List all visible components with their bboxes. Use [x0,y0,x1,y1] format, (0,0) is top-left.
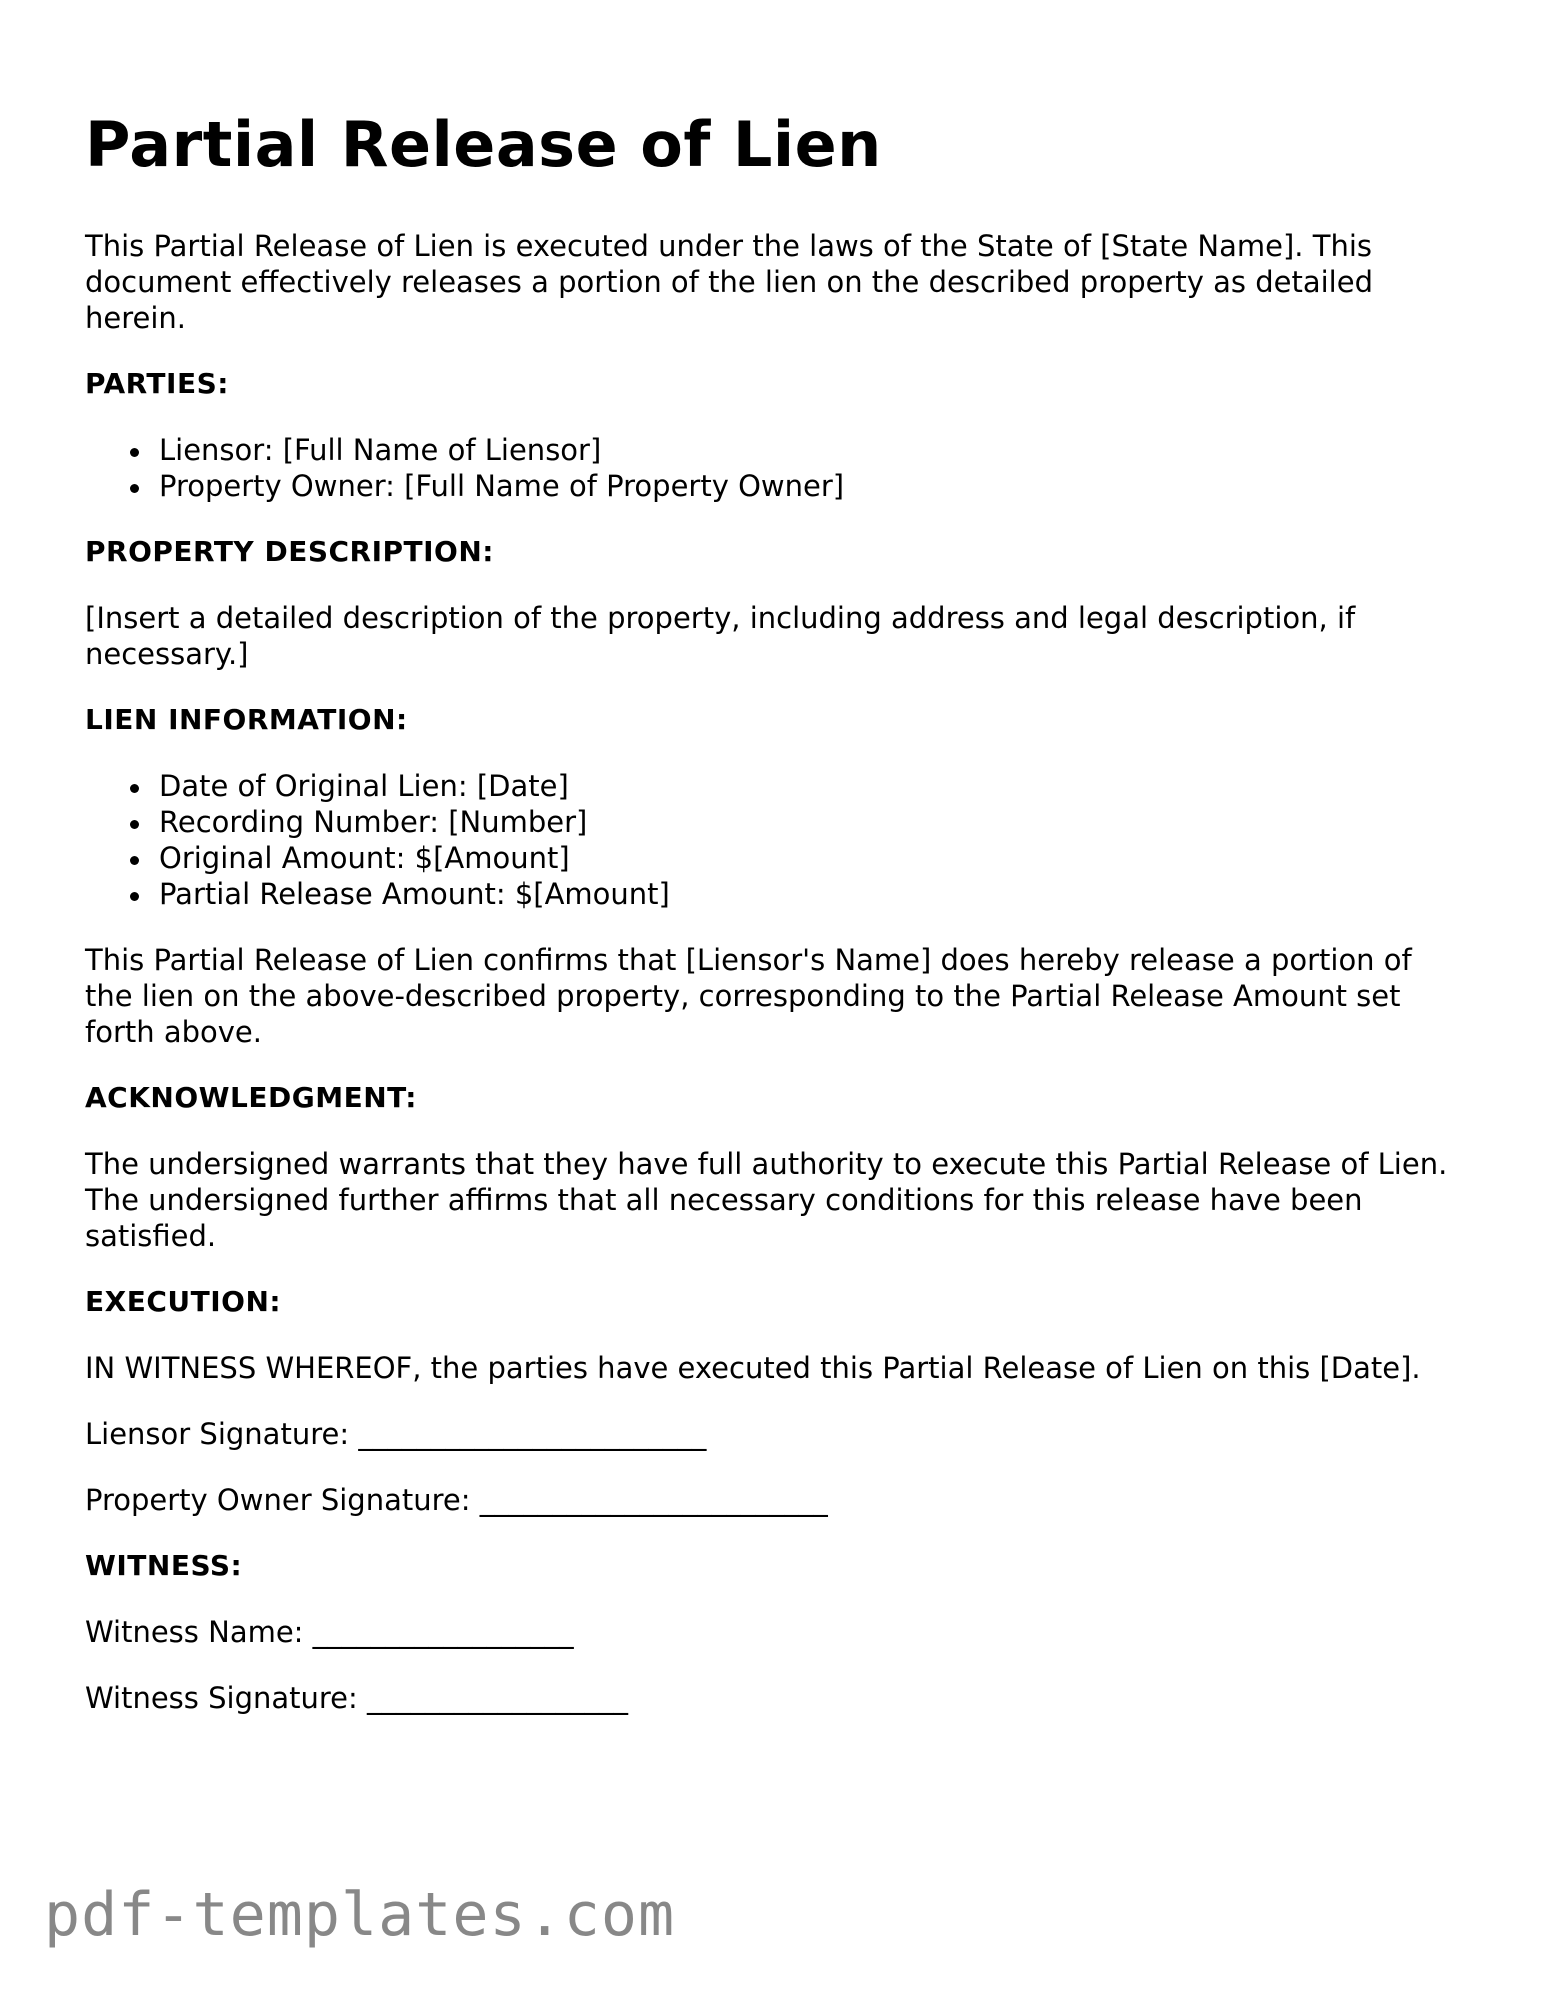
acknowledgment-text: The undersigned warrants that they have full authority to execute this Partial Release of Lien. The undersigned further affirms that all necessary conditions for this release have been satisfied. [85,1147,1448,1253]
execution-heading: EXECUTION: [85,1285,282,1318]
property-description-text: [Insert a detailed description of the property, including address and legal description, if necessary.] [85,601,1356,671]
list-item: Original Amount: $[Amount] [159,840,1457,876]
acknowledgment-heading: ACKNOWLEDGMENT: [85,1081,417,1114]
owner-signature-line: Property Owner Signature: ________________________ [85,1483,828,1517]
list-item: Date of Original Lien: [Date] [159,768,1457,804]
property-description-heading: PROPERTY DESCRIPTION: [85,535,494,568]
witness-heading: WITNESS: [85,1549,243,1582]
document-page [85,108,1457,1716]
list-item: Partial Release Amount: $[Amount] [159,876,1457,912]
intro-paragraph: This Partial Release of Lien is executed under the laws of the State of [State Name]. This document effectively releases a portion of the lien on the described property as detailed herein. [85,229,1373,335]
lien-information-heading: LIEN INFORMATION: [85,703,408,736]
parties-list [85,432,1457,504]
liensor-signature-line: Liensor Signature: ________________________ [85,1417,707,1451]
parties-heading: PARTIES: [85,367,229,400]
watermark: pdf-templates.com [44,1880,676,1950]
witness-signature-line: Witness Signature: __________________ [85,1681,629,1715]
lien-information-list [85,768,1457,912]
witness-name-line: Witness Name: __________________ [85,1615,574,1649]
list-item: Recording Number: [Number] [159,804,1457,840]
release-confirmation-paragraph: This Partial Release of Lien confirms that [Liensor's Name] does hereby release a portion of the lien on the above-described property, corresponding to the Partial Release Amount set forth above. [85,943,1412,1049]
list-item: Property Owner: [Full Name of Property Owner] [159,468,1457,504]
list-item: Liensor: [Full Name of Liensor] [159,432,1457,468]
execution-text: IN WITNESS WHEREOF, the parties have executed this Partial Release of Lien on this [Date]. [85,1351,1421,1385]
document-title: Partial Release of Lien [85,108,882,181]
